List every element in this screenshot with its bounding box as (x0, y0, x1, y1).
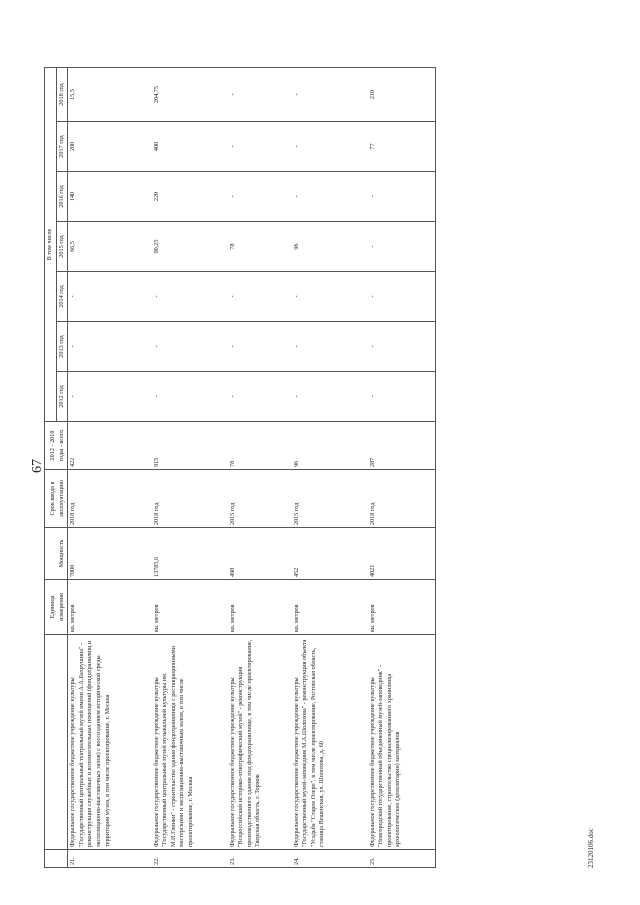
row-capacity: 4021 (368, 528, 436, 580)
row-year-value: - (68, 272, 152, 322)
row-unit: кв. метров (292, 580, 368, 635)
investment-table (44, 67, 436, 868)
row-year-value: - (228, 322, 292, 372)
year-header: 2014 год (56, 272, 68, 322)
row-unit: кв. метров (68, 580, 152, 635)
row-deadline: 2015 год (228, 470, 292, 528)
row-name: Федеральное государственное бюджетное учреждение культуры "Государственный центральный музей музыкальной культуры им. М.И.Глинки" - строительство здания фондохранилища с реставрационными мастерскими и экспозиционно-выставочным залом, в том числе проектирование, г. Москва (152, 635, 228, 850)
row-capacity: 452 (292, 528, 368, 580)
row-year-value: 77 (368, 122, 436, 172)
col-num-header (45, 850, 68, 868)
table-row (368, 68, 436, 868)
row-capacity: 7000 (68, 528, 152, 580)
rotated-content (30, 48, 610, 868)
row-number: 24. (292, 850, 368, 868)
row-year-value: - (228, 372, 292, 422)
including-header: В том числе (45, 68, 57, 422)
row-total: 78 (228, 422, 292, 470)
row-year-value: - (368, 272, 436, 322)
row-unit: кв. метров (152, 580, 228, 635)
row-deadline: 2018 год (68, 470, 152, 528)
row-deadline: 2018 год (368, 470, 436, 528)
row-year-value: 90,25 (152, 222, 228, 272)
row-number: 25. (368, 850, 436, 868)
col-capacity-header: Мощность (45, 528, 68, 580)
row-year-value: - (292, 68, 368, 122)
row-name: Федеральное государственное бюджетное учреждение культуры "Государственный музей-заповедник М.А.Шолохова" - реконструкция объекта "Усадьба "Старое Озеро", в том числе проектирование, Ростовская область, станица Вешенская, ул. Шолохова, д. 60 (292, 635, 368, 850)
row-total: 287 (368, 422, 436, 470)
table-row (68, 68, 152, 868)
year-header: 2013 год (56, 322, 68, 372)
row-year-value: 400 (152, 122, 228, 172)
row-year-value: 210 (368, 68, 436, 122)
row-name: Федеральное государственное бюджетное учреждение культуры "Государственный центральный театральный музей имени А.А.Бахрушина" - реконструкция служебных и вспомогательных помещений (фондохранилищ и экспозиционно-выставочных залов) с воссозданием исторической среды территории музея, в том числе проектирование, г. Москва (68, 635, 152, 850)
row-year-value: - (292, 172, 368, 222)
row-year-value: - (228, 122, 292, 172)
page-number: 67 (30, 459, 45, 473)
row-year-value: - (228, 172, 292, 222)
table-row (152, 68, 228, 868)
table-row (292, 68, 368, 868)
row-deadline: 2018 год (152, 470, 228, 528)
row-year-value: - (152, 372, 228, 422)
row-year-value: - (292, 322, 368, 372)
row-number: 22. (152, 850, 228, 868)
row-year-value: - (368, 222, 436, 272)
row-name: Федеральное государственное бюджетное учреждение культуры "Всероссийский историко-этнографический музей" - реконструкция производственного здания под фондохранилище, в том числе проектирование, Тверская область, г. Торжок (228, 635, 292, 850)
row-unit: кв. метров (368, 580, 436, 635)
row-year-value: - (152, 322, 228, 372)
row-name: Федеральное государственное бюджетное учреждение культуры "Новгородский государственный объединенный музей-заповедник" - проектирование, строительство специализированного хранилища археологических (депозитарии) материалов (368, 635, 436, 850)
row-year-value: - (292, 122, 368, 172)
row-year-value: 204,75 (152, 68, 228, 122)
row-year-value: - (368, 372, 436, 422)
row-year-value: - (228, 68, 292, 122)
row-number: 23. (228, 850, 292, 868)
col-deadline-header: Срок ввода в эксплуатацию (45, 470, 68, 528)
row-number: 21. (68, 850, 152, 868)
row-year-value: - (292, 272, 368, 322)
year-header: 2017 год (56, 122, 68, 172)
row-total: 422 (68, 422, 152, 470)
year-header: 2012 год (56, 372, 68, 422)
row-total: 915 (152, 422, 228, 470)
row-capacity: 13785,6 (152, 528, 228, 580)
row-year-value: - (68, 372, 152, 422)
row-capacity: 498 (228, 528, 292, 580)
row-deadline: 2015 год (292, 470, 368, 528)
row-total: 96 (292, 422, 368, 470)
year-header: 2015 год (56, 222, 68, 272)
col-total-header: 2012 - 2018 годы - всего (45, 422, 68, 470)
row-year-value: - (68, 322, 152, 372)
row-unit: кв. метров (228, 580, 292, 635)
row-year-value: 200 (68, 122, 152, 172)
row-year-value: - (368, 172, 436, 222)
row-year-value: - (228, 272, 292, 322)
col-unit-header: Единица измерения (45, 580, 68, 635)
row-year-value: - (292, 372, 368, 422)
row-year-value: 15,5 (68, 68, 152, 122)
row-year-value: 140 (68, 172, 152, 222)
row-year-value: 96 (292, 222, 368, 272)
row-year-value: - (368, 322, 436, 372)
table-row (228, 68, 292, 868)
document-id: 23120106.doc (587, 828, 595, 868)
col-name-header (45, 635, 68, 850)
year-header: 2016 год (56, 172, 68, 222)
row-year-value: 66,5 (68, 222, 152, 272)
row-year-value: - (152, 272, 228, 322)
year-header: 2018 год (56, 68, 68, 122)
row-year-value: 78 (228, 222, 292, 272)
row-year-value: 220 (152, 172, 228, 222)
